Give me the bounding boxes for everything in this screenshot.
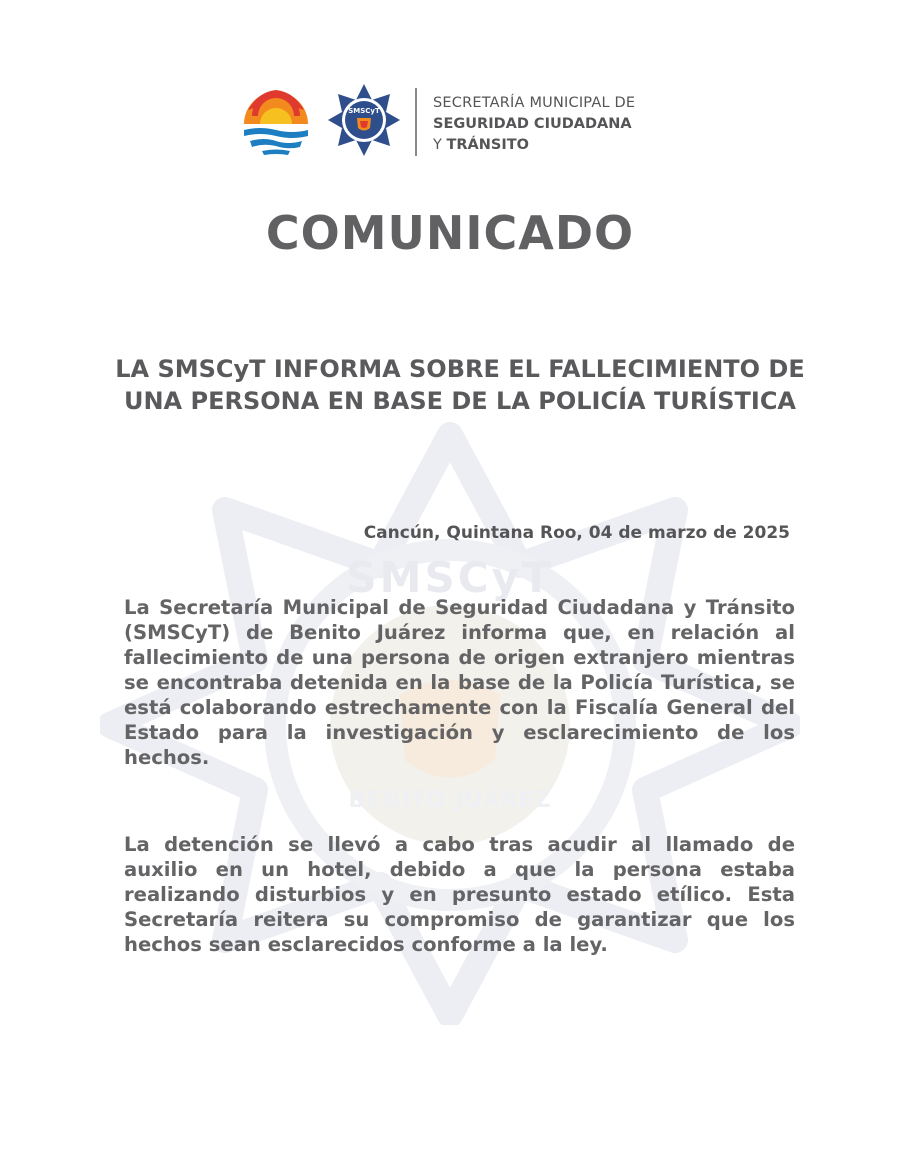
page-title: COMUNICADO bbox=[265, 206, 635, 260]
organization-name bbox=[433, 93, 693, 156]
org-name-line1: SECRETARÍA MUNICIPAL DE bbox=[433, 95, 636, 111]
watermark-smscyt: SMSCyT bbox=[346, 553, 554, 602]
paragraph-1: La Secretaría Municipal de Seguridad Ciudadana y Tránsito (SMSCyT) de Benito Juárez informa que, en relación al fallecimiento de una persona de origen extranjero mientras se encontraba detenida en la base de la Policía Turística, se está colaborando estrechamente con la Fiscalía General del Estado para la investigación y esclarecimiento de los hechos. bbox=[124, 596, 795, 769]
org-name-line3-bold: TRÁNSITO bbox=[446, 137, 529, 153]
paragraph-2: La detención se llevó a cabo tras acudir al llamado de auxilio en un hotel, debido a que la persona estaba realizando disturbios y en presunto estado etílico. Esta Secretaría reitera su compromiso de garantizar que los hechos sean esclarecidos conforme a la ley. bbox=[124, 833, 795, 956]
org-name-line3 bbox=[433, 135, 693, 156]
header-divider bbox=[415, 88, 417, 156]
watermark-benito-juarez: BENITO JUÁREZ bbox=[348, 788, 552, 813]
cancun-sun-logo-icon bbox=[238, 86, 314, 156]
badge-text: SMSCyT bbox=[348, 107, 380, 115]
dateline: Cancún, Quintana Roo, 04 de marzo de 2025 bbox=[363, 523, 790, 543]
smscyt-badge-icon bbox=[326, 82, 402, 158]
headline: LA SMSCyT INFORMA SOBRE EL FALLECIMIENTO DE UNA PERSONA EN BASE DE LA POLICÍA TURÍSTICA bbox=[115, 355, 805, 415]
org-name-line2: SEGURIDAD CIUDADANA bbox=[433, 116, 632, 132]
org-name-line3-prefix: Y bbox=[433, 137, 447, 153]
